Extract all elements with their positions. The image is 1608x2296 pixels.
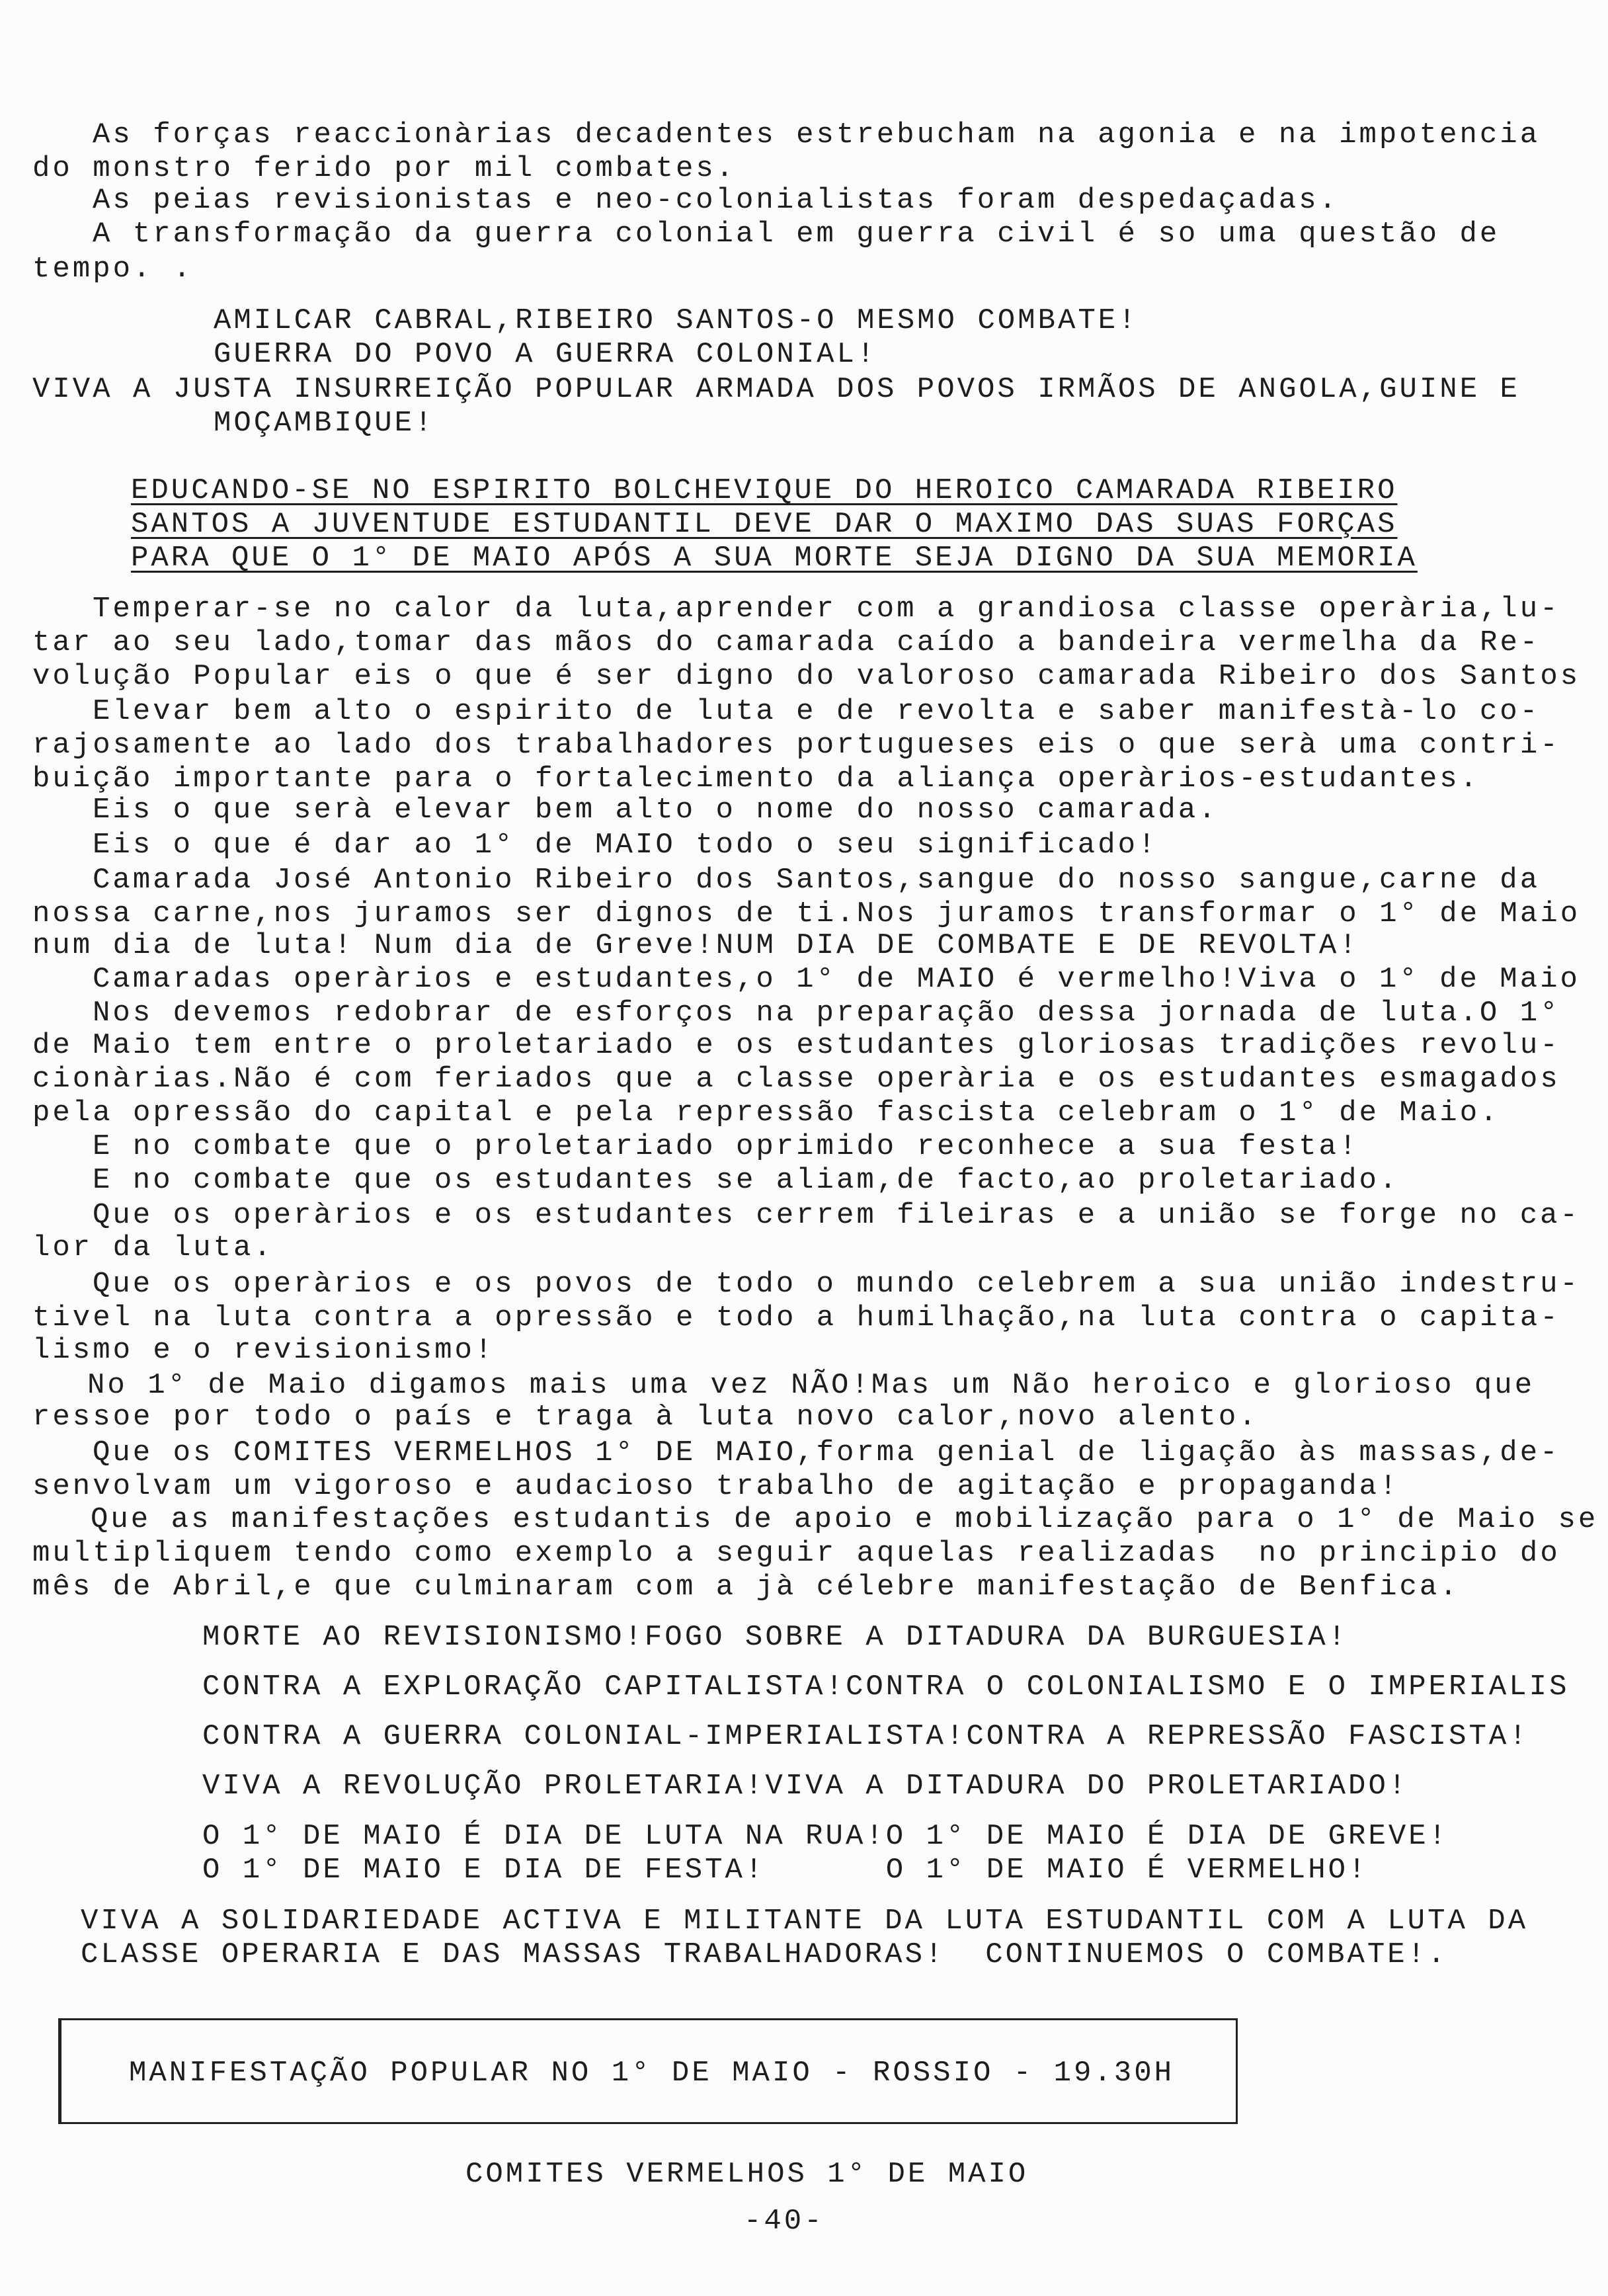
body-line: de Maio tem entre o proletariado e os estudantes gloriosas tradições revolu- (32, 1029, 1560, 1062)
slogan-line: CONTRA A GUERRA COLONIAL-IMPERIALISTA!CONTRA A REPRESSÃO FASCISTA! (202, 1720, 1529, 1753)
intro-line: tempo. . (32, 253, 194, 286)
body-line: Camarada José Antonio Ribeiro dos Santos,sangue do nosso sangue,carne da (93, 864, 1541, 897)
slogan-top-line: VIVA A JUSTA INSURREIÇÃO POPULAR ARMADA DOS POVOS IRMÃOS DE ANGOLA,GUINE E (32, 373, 1520, 406)
body-line: tar ao seu lado,tomar das mãos do camarada caído a bandeira vermelha da Re- (32, 626, 1541, 659)
page-number: -40- (744, 2205, 824, 2238)
body-line: mês de Abril,e que culminaram com a jà célebre manifestação de Benfica. (32, 1571, 1460, 1604)
intro-line: As peias revisionistas e neo-colonialistas foram despedaçadas. (93, 184, 1340, 217)
slogan-top-line: AMILCAR CABRAL,RIBEIRO SANTOS-O MESMO COMBATE! (214, 304, 1139, 337)
intro-line: A transformação da guerra colonial em guerra civil é so uma questão de (93, 218, 1500, 251)
body-line: multipliquem tendo como exemplo a seguir aquelas realizadas no principio do (32, 1537, 1560, 1570)
body-line: Nos devemos redobrar de esforços na preparação dessa jornada de luta.O 1° (93, 997, 1560, 1030)
body-line: E no combate que os estudantes se aliam,de facto,ao proletariado. (93, 1164, 1400, 1197)
slogan-top-line: GUERRA DO POVO A GUERRA COLONIAL! (214, 338, 877, 371)
body-line: lismo e o revisionismo! (32, 1334, 495, 1367)
slogan-line: O 1° DE MAIO E DIA DE FESTA! O 1° DE MAIO É VERMELHO! (202, 1854, 1369, 1887)
body-line: Eis o que serà elevar bem alto o nome do nosso camarada. (93, 794, 1219, 827)
body-line: volução Popular eis o que é ser digno do valoroso camarada Ribeiro dos Santos (32, 660, 1581, 693)
banner-text: MANIFESTAÇÃO POPULAR NO 1° DE MAIO - ROSSIO - 19.30H (129, 2057, 1175, 2090)
heading-line: EDUCANDO-SE NO ESPIRITO BOLCHEVIQUE DO HEROICO CAMARADA RIBEIRO (131, 474, 1398, 507)
body-line: lor da luta. (32, 1231, 274, 1264)
body-line: E no combate que o proletariado oprimido reconhece a sua festa! (93, 1130, 1359, 1163)
closing-line: VIVA A SOLIDARIEDADE ACTIVA E MILITANTE DA LUTA ESTUDANTIL COM A LUTA DA (81, 1905, 1529, 1938)
body-line: No 1° de Maio digamos mais uma vez NÃO!Mas um Não heroico e glorioso que (87, 1369, 1535, 1402)
body-line: nossa carne,nos juramos ser dignos de ti.Nos juramos transformar o 1° de Maio (32, 897, 1581, 930)
slogan-line: VIVA A REVOLUÇÃO PROLETARIA!VIVA A DITADURA DO PROLETARIADO! (202, 1770, 1409, 1803)
slogan-line: MORTE AO REVISIONISMO!FOGO SOBRE A DITADURA DA BURGUESIA! (202, 1621, 1349, 1654)
slogan-line: O 1° DE MAIO É DIA DE LUTA NA RUA!O 1° DE MAIO É DIA DE GREVE! (202, 1820, 1449, 1853)
body-line: Camaradas operàrios e estudantes,o 1° de MAIO é vermelho!Viva o 1° de Maio (93, 963, 1580, 996)
body-line: Elevar bem alto o espirito de luta e de revolta e saber manifestà-lo co- (93, 695, 1541, 728)
body-line: cionàrias.Não é com feriados que a classe operària e os estudantes esmagados (32, 1063, 1560, 1096)
intro-line: do monstro ferido por mil combates. (32, 152, 737, 185)
heading-line: PARA QUE O 1° DE MAIO APÓS A SUA MORTE SEJA DIGNO DA SUA MEMORIA (131, 542, 1418, 575)
body-line: senvolvam um vigoroso e audacioso trabalho de agitação e propaganda! (32, 1470, 1400, 1503)
closing-line: CLASSE OPERARIA E DAS MASSAS TRABALHADORAS! CONTINUEMOS O COMBATE!. (81, 1938, 1448, 1971)
body-line: num dia de luta! Num dia de Greve!NUM DIA DE COMBATE E DE REVOLTA! (32, 929, 1359, 962)
body-line: Que os operàrios e os estudantes cerrem fileiras e a união se forge no ca- (93, 1199, 1580, 1232)
intro-line: As forças reaccionàrias decadentes estrebucham na agonia e na impotencia (93, 118, 1541, 151)
body-line: tivel na luta contra a opressão e todo a humilhação,na luta contra o capita- (32, 1301, 1560, 1334)
body-line: buição importante para o fortalecimento da aliança operàrios-estudantes. (32, 762, 1480, 796)
body-line: Que os COMITES VERMELHOS 1° DE MAIO,forma genial de ligação às massas,de- (93, 1436, 1560, 1469)
body-line: Que as manifestações estudantis de apoio e mobilização para o 1° de Maio se (91, 1503, 1599, 1536)
body-line: pela opressão do capital e pela repressão fascista celebram o 1° de Maio. (32, 1096, 1500, 1129)
body-line: rajosamente ao lado dos trabalhadores portugueses eis o que serà uma contri- (32, 729, 1560, 762)
body-line: ressoe por todo o país e traga à luta novo calor,novo alento. (32, 1401, 1259, 1434)
heading-line: SANTOS A JUVENTUDE ESTUDANTIL DEVE DAR O MAXIMO DAS SUAS FORÇAS (131, 508, 1398, 541)
slogan-top-line: MOÇAMBIQUE! (214, 407, 435, 440)
body-line: Temperar-se no calor da luta,aprender com a grandiosa classe operària,lu- (93, 593, 1560, 626)
body-line: Que os operàrios e os povos de todo o mundo celebrem a sua união indestru- (93, 1268, 1580, 1301)
slogan-line: CONTRA A EXPLORAÇÃO CAPITALISTA!CONTRA O COLONIALISMO E O IMPERIALIS (202, 1670, 1570, 1703)
body-line: Eis o que é dar ao 1° de MAIO todo o seu significado! (93, 829, 1158, 862)
footer-signature: COMITES VERMELHOS 1° DE MAIO (465, 2158, 1029, 2191)
